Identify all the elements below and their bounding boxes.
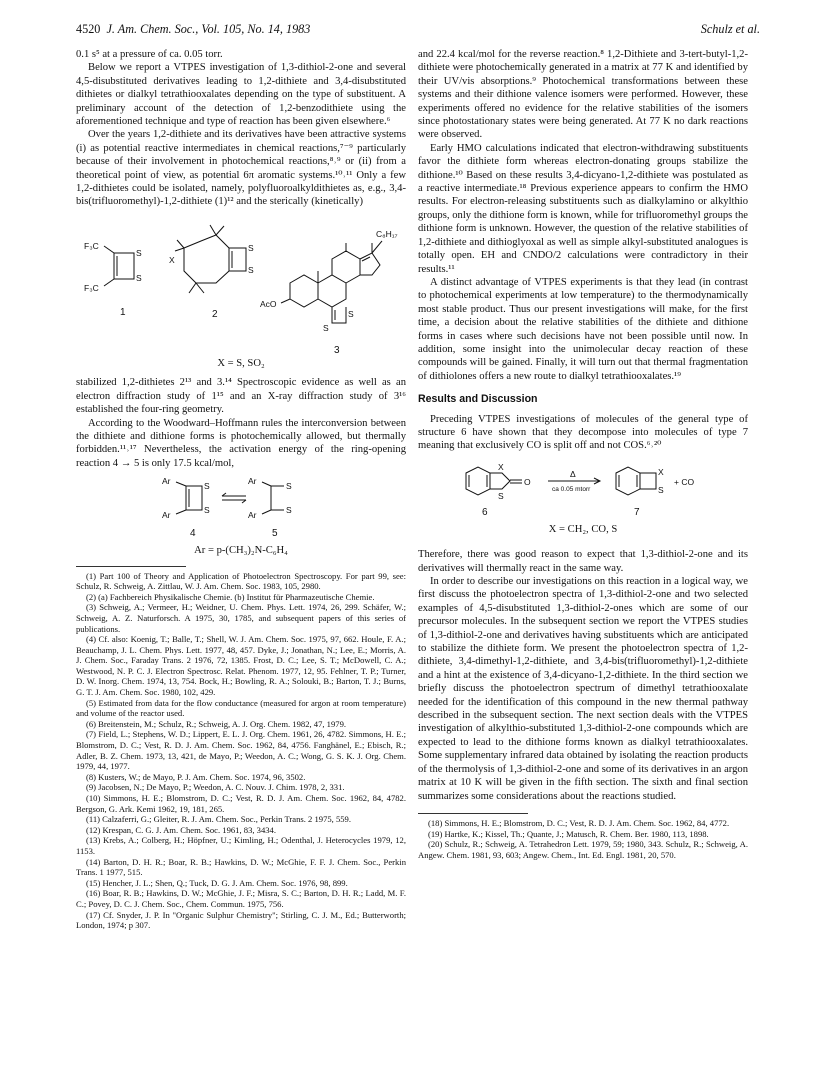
cf3-label: F₃C xyxy=(84,282,99,293)
journal-citation: J. Am. Chem. Soc., Vol. 105, No. 14, 1983 xyxy=(106,22,311,36)
paragraph: In order to describe our investigations on this reaction in a logical way, we first discuss the photoelectron spectra of 1,3-dithiol-2-one and two selected examples of 4,5-disubstituted 1,3-dithiol-2-ones which are some of our precursor molecules. In the subsequent section we report the VTPES studies of 1,3-dithiol-2-one and derivatives having substituents which are anticipated to stabilize the dithiete form. We present the photoelectron spectra of 1,2-dithiete, 3,4-dimethyl-1,2-dithiete, and 3,4-bis(trifluoromethyl)-1,2-dithiete and a hint at the existence of 3,4-dicyano-1,2-dithiete. In the third section we briefly discuss the photoelectron spectrum of dimethyl tetrathiooxalate needed for the identification of this compound in the new thermal pathway described in the subsequent section. The next section deals with the VTPES investigation of alkylthio-substituted 1,3-dithiol-2-one compounds which are expected to lead to the dithione forms known as dialkyl tetrathiooxalates. Some supplementary infrared data obtained by isolating the reaction products of the thermolysis of 1,3-dithiol-2-one and some of its derivatives in an argon matrix at 10 K will be given in the fifth section. The sixth and final section summarizes some considerations about the reactions studied. xyxy=(418,576,748,802)
footnote: (12) Krespan, C. G. J. Am. Chem. Soc. 1961, 83, 3434. xyxy=(86,824,277,835)
cf3-label: F₃C xyxy=(84,240,99,251)
footnote: (8) Kusters, W.; de Mayo, P. J. Am. Chem. Soc. 1974, 96, 3502. xyxy=(86,771,306,782)
paragraph: Preceding VTPES investigations of molecules of the general type of structure 6 have shown that they decompose into molecules of type 7 meaning that exclusively CO is split off and not COS.⁶˒²⁰ xyxy=(418,413,748,452)
footnote: (16) Boar, R. B.; Hawkins, D. W.; McGhie, J. F.; Misra, S. C.; Barton, D. H. R.; Ladd, M. F. C.; Povey, D. C. J. Chem. Soc., Chem. Commun. 1975, 756. xyxy=(76,888,406,909)
footnote: (17) Cf. Snyder, J. P. In "Organic Sulphur Chemistry"; Stirling, C. J. M., Ed.; Butterworth; London, 1974; p 307. xyxy=(76,909,406,931)
aryl-label: Ar xyxy=(248,510,257,521)
structures-1-3-drawing xyxy=(76,213,406,361)
figure-caption: X = CH₂, CO, S xyxy=(548,523,618,535)
right-column xyxy=(418,48,748,860)
footnote: (19) Hartke, K.; Kissel, Th.; Quante, J.; Matusch, R. Chem. Ber. 1980, 113, 1898. xyxy=(428,828,709,839)
structures-4-5-drawing xyxy=(76,474,406,544)
footnote: (18) Simmons, H. E.; Blomstrom, D. C.; Vest, R. D. J. Am. Chem. Soc. 1962, 84, 4772. xyxy=(428,817,730,828)
compound-number: 3 xyxy=(334,344,340,356)
left-column xyxy=(76,48,406,931)
sulfur-label: S xyxy=(204,505,210,516)
page-number: 4520 xyxy=(76,22,101,36)
paragraph: A distinct advantage of VTPES experiments is that they lead (in contrast to photochemical experiments at low temperature) to the thermodynamically most stable product. Thus our present investigations will make, for the first time, a decision about the relative stabilities of the dithiete and dithione forms in cases where such decisions have not been possible until now. In addition, some insight into the unimolecular decay reaction of these compounds will be gained. Finally, it will turn out that thermal fragmentation of dithiolones offers a new route to dialkyl tetrathiooxalates.¹⁹ xyxy=(418,276,748,382)
footnotes-right xyxy=(418,818,748,860)
compound-number: 5 xyxy=(272,528,278,540)
acetoxy-label: AcO xyxy=(260,298,277,309)
x-label: X xyxy=(658,466,664,477)
heat-symbol: Δ xyxy=(570,468,576,479)
figure-structures-1-3 xyxy=(76,213,406,361)
sulfur-label: S xyxy=(248,242,254,253)
sulfur-label: S xyxy=(136,247,142,258)
paragraph: and 22.4 kcal/mol for the reverse reaction.⁸ 1,2-Dithiete and 3-tert-butyl-1,2-dithiete were photochemically generated in a matrix at 77 K and identified by their UV/vis absorptions.⁹ Photochemical transformations between these systems and their dithione valence isomers were performed. However, these experiments offered no evidence for the relative stabilities of the isomers since photostationary states were being generated. At 77 K no dark reactions were observed. xyxy=(418,49,748,141)
footnotes-left xyxy=(76,571,406,931)
compound-number: 2 xyxy=(212,308,218,320)
sulfur-label: S xyxy=(658,484,664,495)
footnote: (11) Calzaferri, G.; Gleiter, R. J. Am. Chem. Soc., Perkin Trans. 2 1975, 559. xyxy=(86,814,351,825)
footnote: (14) Barton, D. H. R.; Boar, R. B.; Hawkins, D. W.; McGhie, F. F. J. Chem. Soc., Perkin Trans. 1 1977, 515. xyxy=(76,856,406,878)
footnote: (10) Simmons, H. E.; Blomstrom, D. C.; Vest, R. D. J. Am. Chem. Soc. 1962, 84, 4782. Bergson, G. Ark. Kemi 1962, 19, 181, 265. xyxy=(76,793,406,814)
sulfur-label: S xyxy=(136,272,142,283)
paragraph: stabilized 1,2-dithietes 2¹³ and 3.¹⁴ Spectroscopic evidence as well as an electron diffraction study of 1¹⁵ and an X-ray diffraction study of 3¹⁶ established the four-ring geometry. xyxy=(76,377,406,416)
figure-caption: Ar = p-(CH₃)₂N-C₆H₄ xyxy=(194,545,288,557)
sulfur-label: S xyxy=(348,308,354,319)
running-header xyxy=(76,22,760,40)
footnote: (9) Jacobsen, N.; De Mayo, P.; Weedon, A. C. Nouv. J. Chim. 1978, 2, 331. xyxy=(86,782,345,793)
aryl-label: Ar xyxy=(162,510,171,521)
footnote: (13) Krebs, A.; Colberg, H.; Höpfner, U.; Kimling, H.; Odenthal, J. Heterocycles 1979, 12, 1153. xyxy=(76,835,406,856)
compound-number: 7 xyxy=(634,506,640,518)
footnote: (3) Schweig, A.; Vermeer, H.; Weidner, U. Chem. Phys. Lett. 1974, 26, 299. Schäfer, W.; Schweig, A. Z. Naturforsch. A 1975, 30, 1785, and subsequent papers of this series of publications. xyxy=(76,602,406,634)
sulfur-label: S xyxy=(286,505,292,516)
figure-structures-4-5 xyxy=(76,474,406,544)
paragraph: According to the Woodward–Hoffmann rules the interconversion between the dithiete and dithione forms is photochemically allowed, but thermally forbidden.¹¹˒¹⁷ Nevertheless, the activation energy of the ring-opening reaction 4 → 5 is only 17.5 kcal/mol, xyxy=(76,417,406,469)
footnote: (15) Hencher, J. L.; Shen, Q.; Tuck, D. G. J. Am. Chem. Soc. 1976, 98, 899. xyxy=(86,877,348,888)
aryl-label: Ar xyxy=(248,476,257,487)
footnote: (1) Part 100 of Theory and Application of Photoelectron Spectroscopy. For part 99, see: Schulz, R. Schweig, A. Zittlau, W. J. Am. Chem. Soc. 1983, 105, 2980. xyxy=(76,570,406,592)
figure-caption: X = S, SO₂ xyxy=(217,357,265,369)
paragraph: Over the years 1,2-dithiete and its derivatives have been attractive systems (i) as potential reactive intermediates in chemical reactions,⁷⁻⁹ particularly because of their involvement in photochemical reactions,⁸˒⁹ or (ii) from a theoretical point of view, as potential 6π aromatic systems.¹⁰˒¹¹ Only a few 1,2-dithietes could be isolated, namely, polyfluoroalkyldithietes as, e.g., 3,4-bis(trifluoromethyl)-1,2-dithiete (1)¹² and the sterically (kinetically) xyxy=(76,129,406,208)
footnote: (7) Field, L.; Stephens, W. D.; Lippert, E. L. J. Org. Chem. 1961, 26, 4782. Simmons, H. E.; Blomstrom, D. C.; Vest, R. D. J. Am. Chem. Soc. 1962, 84, 4756. Fanghänel, E.; Ebisch, R.; Adler, B. Z. Chem. 1973, 13, 421, de Mayo, P.; Weedon, A. C.; Wong, G. S. K. J. Org. Chem. 1979, 44, 1977. xyxy=(76,729,406,772)
section-heading: Results and Discussion xyxy=(418,393,538,406)
sulfur-label: S xyxy=(248,264,254,275)
paragraph: Below we report a VTPES investigation of 1,3-dithiol-2-one and several 4,5-disubstituted derivatives leading to 1,2-dithiete and 3,4-disubstituted dithietes or dialkyl tetrathiooxalates depending on the type of substituent. A preliminary account of the detection of 1,2-benzodithiete using the aforementioned technique and type of reaction has been given elsewhere.⁶ xyxy=(76,62,406,128)
sulfur-label: S xyxy=(498,490,504,501)
footnote: (2) (a) Fachbereich Physikalische Chemie. (b) Institut für Pharmazeutische Chemie. xyxy=(86,591,375,602)
oxygen-label: O xyxy=(524,476,531,487)
footnote: (6) Breitenstein, M.; Schulz, R.; Schweig, A. J. Org. Chem. 1982, 47, 1979. xyxy=(86,718,347,729)
header-authors: Schulz et al. xyxy=(700,22,760,36)
carbon-monoxide-label: + CO xyxy=(674,476,695,487)
compound-number: 6 xyxy=(482,506,488,518)
side-chain-label: C₈H₁₇ xyxy=(376,228,398,239)
header-left xyxy=(76,22,310,37)
x-label: X xyxy=(169,254,175,265)
sulfur-label: S xyxy=(204,481,210,492)
paragraph: Early HMO calculations indicated that electron-withdrawing substituents favor the dithiete form whereas electron-donating groups stabilize the dithione.¹⁰ Based on these results 3,4-dicyano-1,2-dithiete was postulated as a reactive intermediate.¹⁸ Previous experience appears to confirm the HMO results. For electron-releasing substituents such as dialkylamino or alkylthio groups, only the dithione form is known, while for trifluoromethyl groups the dithione form is unknown. However, the question of the relative stabilities of 1,2-dithiete and dithioglyoxal as well as simple alkyl-substituted analogues is totally open. EH and CNDO/2 calculations were contradictory in their results.¹¹ xyxy=(418,142,748,275)
sulfur-label: S xyxy=(286,481,292,492)
paragraph: Therefore, there was good reason to expect that 1,3-dithiol-2-one and its derivatives will thermally react in the same way. xyxy=(418,549,748,574)
sulfur-label: S xyxy=(323,322,329,333)
footnote: (20) Schulz, R.; Schweig, A. Tetrahedron Lett. 1979, 59; 1980, 343. Schulz, R.; Schweig, A. Angew. Chem. 1981, 93, 603; Angew. Chem., Int. Ed. Engl. 1981, 20, 570. xyxy=(418,839,748,860)
structures-6-7-drawing xyxy=(418,459,748,521)
paragraph: 0.1 s⁵ at a pressure of ca. 0.05 torr. xyxy=(76,49,223,60)
footnote: (4) Cf. also: Koenig, T.; Balle, T.; Shell, W. J. Am. Chem. Soc. 1975, 97, 662. Houle, F. A.; Beauchamp, J. L. Chem. Phys. Lett. 1977, 48, 457. Dyke, J.; Jonathan, N.; Lee, E.; Morris, A. J. Chem. Soc., Faraday Trans. 2 1976, 72, 1385. Frost, D. C.; Lee, S. T.; McDowell, C. A.; Westwood, N. P. C. J. Electron Spectrosc. Relat. Phenom. 1977, 12, 95. Fehlner, T. P.; Turner, D. W. Inorg. Chem. 1974, 13, 754. Bock, H.; Bowling, R. A.; Solouki, B.; Barton, T. J.; Burns, G. T. J. Am. Chem. Soc. 1980, 102, 429. xyxy=(76,634,406,698)
compound-number: 4 xyxy=(190,528,196,540)
footnote: (5) Estimated from data for the flow conductance (measured for argon at room temperature) and volume of the reactor used. xyxy=(76,697,406,719)
footnote-divider xyxy=(418,813,528,814)
aryl-label: Ar xyxy=(162,476,171,487)
pressure-label: ca 0.05 mtorr xyxy=(552,485,591,493)
x-label: X xyxy=(498,461,504,472)
figure-structures-6-7 xyxy=(418,459,748,521)
compound-number: 1 xyxy=(120,306,126,318)
footnote-divider xyxy=(76,566,186,567)
